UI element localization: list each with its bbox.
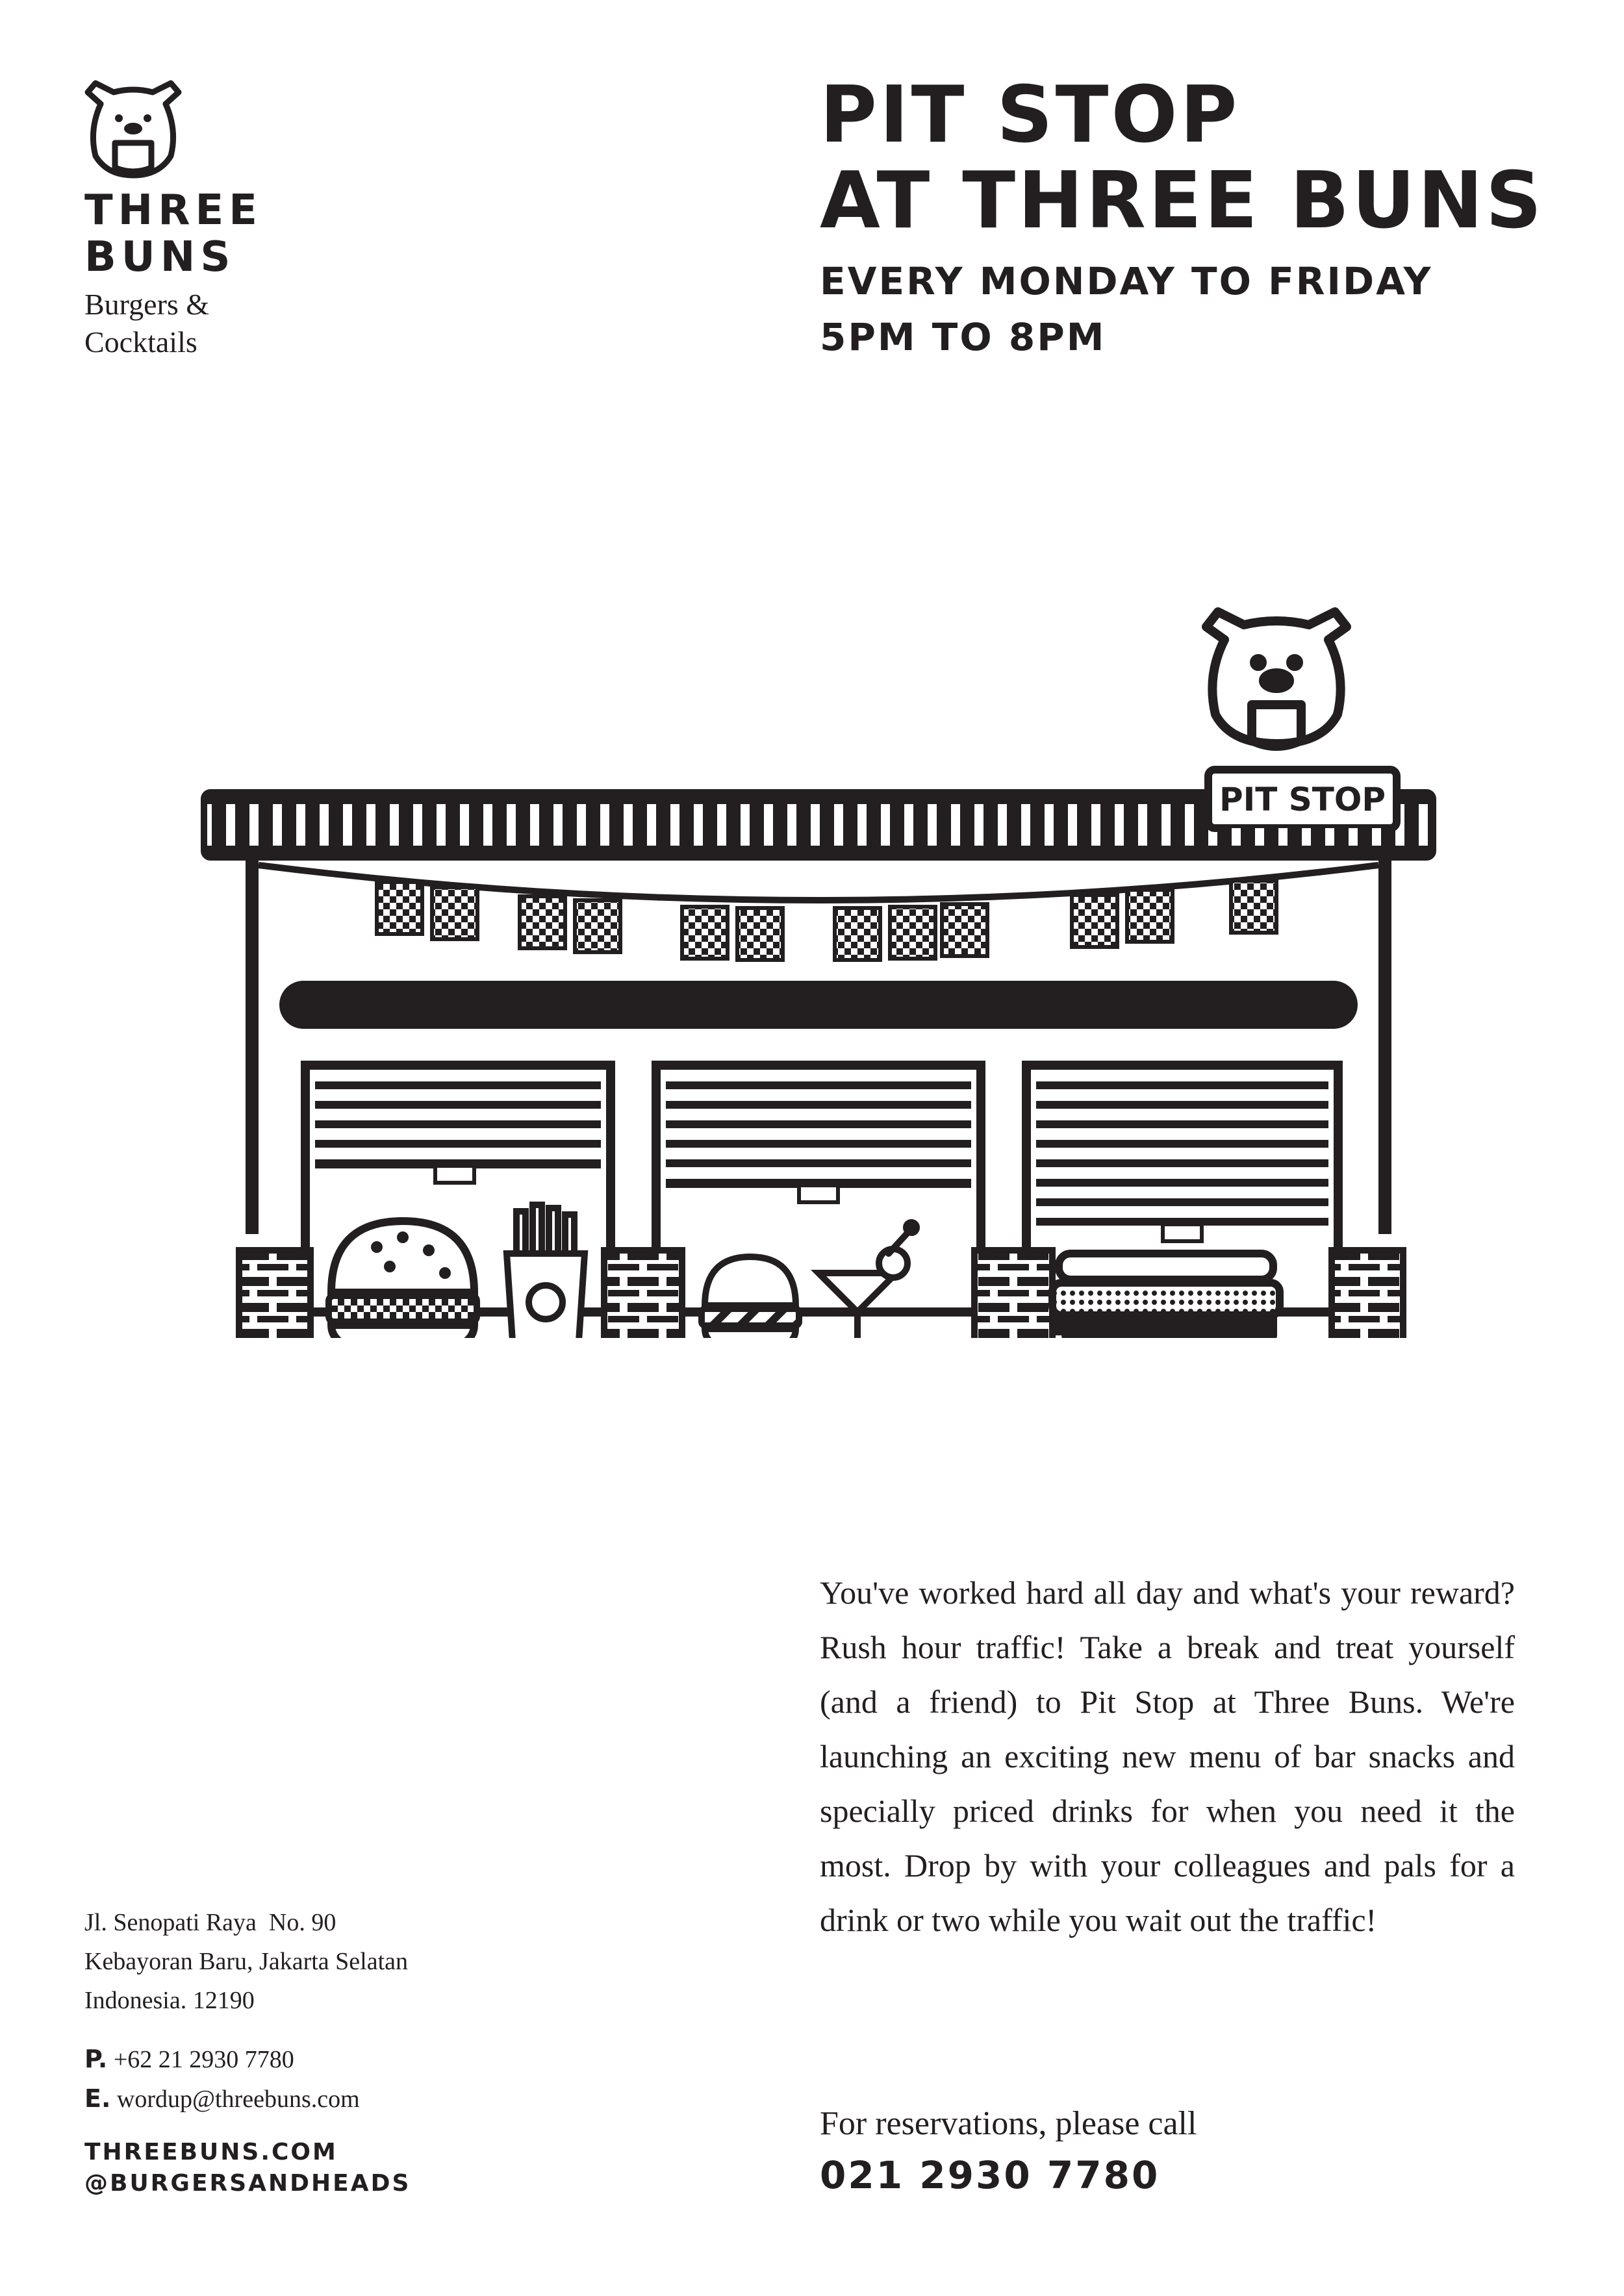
schedule-days: EVERY MONDAY TO FRIDAY — [820, 259, 1433, 303]
brand-tagline-line1: Burgers & — [84, 288, 210, 321]
address-block — [84, 1903, 408, 2020]
phone-label: P. — [84, 2045, 108, 2073]
brand-name — [84, 187, 262, 281]
website-link[interactable]: THREEBUNS.COM — [84, 2139, 338, 2165]
bulldog-logo-icon — [81, 78, 185, 182]
brand-name-line2: BUNS — [84, 233, 236, 281]
headline-line2: AT THREE BUNS — [820, 156, 1545, 246]
web-links — [84, 2137, 411, 2199]
pit-stop-sign-text: PIT STOP — [1219, 781, 1386, 818]
phone-number[interactable]: +62 21 2930 7780 — [113, 2046, 294, 2073]
email-address[interactable]: wordup@threebuns.com — [116, 2086, 360, 2113]
headline — [820, 70, 1545, 246]
brand-tagline — [84, 286, 209, 361]
reservation-phone[interactable]: 021 2930 7780 — [820, 2153, 1160, 2197]
body-copy: You've worked hard all day and what's your reward? Rush hour traffic! Take a break and treat yourself (and a friend) to Pit Stop at Three Buns. We're launching an exciting new menu of bar snacks and specially priced drinks for when you need it the most. Drop by with your colleagues and pals for a drink or two while you wait out the traffic! — [820, 1574, 1515, 1938]
brand-name-line1: THREE — [84, 186, 262, 234]
contact-block — [84, 2039, 360, 2119]
pit-stop-sign — [1208, 770, 1397, 845]
fries-icon — [507, 1205, 585, 1338]
cocktail-glass-icon — [818, 1222, 917, 1338]
pit-stop-storefront-illustration — [195, 598, 1442, 1338]
email-label: E. — [84, 2084, 111, 2113]
address-line3: Indonesia. 12190 — [84, 1987, 255, 2014]
schedule — [820, 253, 1432, 365]
bulldog-mascot-icon — [1206, 612, 1347, 746]
sandwich-icon — [1052, 1254, 1280, 1338]
social-handle[interactable]: @BURGERSANDHEADS — [84, 2170, 411, 2197]
address-line2: Kebayoran Baru, Jakarta Selatan — [84, 1948, 409, 1975]
phone-row — [84, 2039, 360, 2079]
schedule-hours: 5PM TO 8PM — [820, 315, 1106, 359]
burger-icon — [329, 1221, 477, 1338]
brand-tagline-line2: Cocktails — [84, 325, 197, 359]
address-line1: Jl. Senopati Raya No. 90 — [84, 1909, 336, 1936]
reservation-label: For reservations, please call — [820, 2105, 1197, 2142]
small-burger-icon — [702, 1257, 799, 1338]
email-row — [84, 2079, 360, 2119]
headline-line1: PIT STOP — [820, 70, 1240, 160]
